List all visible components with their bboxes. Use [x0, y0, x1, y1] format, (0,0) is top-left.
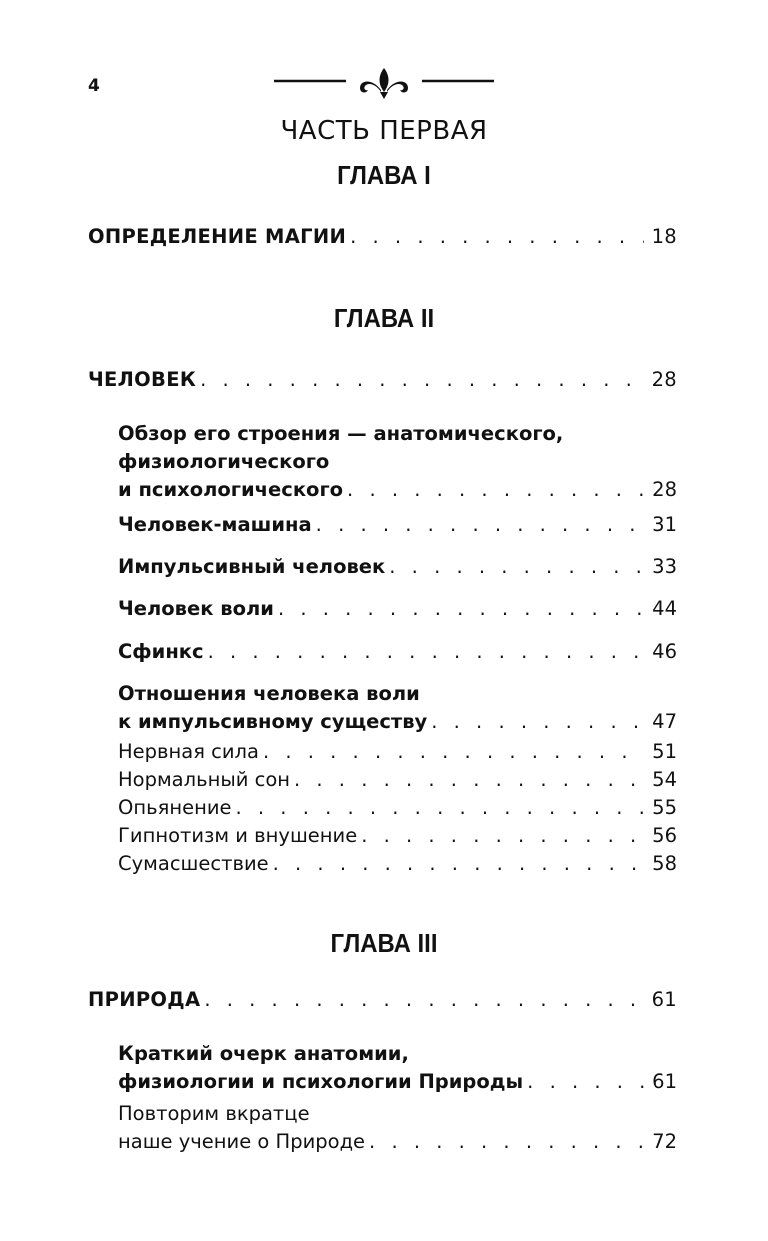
- toc-entry[interactable]: [88, 986, 677, 1014]
- dot-leader: [294, 766, 644, 794]
- toc-entry-page: 44: [652, 597, 677, 620]
- toc-entry[interactable]: [118, 553, 677, 581]
- chapter-1-heading: ГЛАВА I: [337, 160, 431, 190]
- toc-entry-title-line: Повторим вкратце: [118, 1102, 310, 1125]
- dot-leader: [316, 511, 645, 539]
- toc-entry-page: 28: [651, 368, 677, 391]
- toc-entry-title-line: Обзор его строения — анатомического,: [118, 422, 564, 445]
- toc-entry-title: Сумасшествие: [118, 852, 269, 875]
- toc-entry-title: к импульсивному существу: [118, 710, 428, 733]
- toc-entry-title: Человек-машина: [118, 513, 312, 536]
- toc-entry-title: ПРИРОДА: [88, 988, 201, 1011]
- toc-entry-title: Нервная сила: [118, 740, 259, 763]
- toc-entry-title: и психологического: [118, 478, 344, 501]
- toc-entry[interactable]: [118, 595, 677, 623]
- toc-entry[interactable]: [118, 1100, 677, 1156]
- toc-entry-title: Сфинкс: [118, 640, 204, 663]
- toc-entry-page: 46: [652, 640, 677, 663]
- toc-entry-page: 47: [652, 710, 677, 733]
- toc-entry[interactable]: [88, 366, 677, 394]
- toc-entry[interactable]: [118, 638, 677, 666]
- toc-entry[interactable]: [118, 850, 677, 878]
- toc-entry[interactable]: [118, 794, 677, 822]
- toc-entry-title-line: Краткий очерк анатомии,: [118, 1042, 409, 1065]
- dot-leader: [208, 638, 645, 666]
- toc-entry-title: наше учение о Природе: [118, 1130, 366, 1153]
- toc-entry-title: Импульсивный человек: [118, 555, 386, 578]
- dot-leader: [204, 986, 643, 1014]
- page-number: 4: [88, 76, 100, 96]
- toc-entry-page: 56: [652, 824, 677, 847]
- toc-entry-title-line: физиологического: [118, 450, 330, 473]
- toc-entry-title: Нормальный сон: [118, 768, 291, 791]
- toc-entry-page: 33: [652, 555, 677, 578]
- toc-entry-page: 61: [652, 1070, 677, 1093]
- toc-entry-page: 55: [652, 796, 677, 819]
- toc-entry-page: 28: [652, 478, 677, 501]
- toc-entry[interactable]: [118, 420, 677, 504]
- toc-entry-page: 51: [652, 740, 677, 763]
- toc-entry[interactable]: [118, 1040, 677, 1096]
- toc-entry-page: 61: [651, 988, 677, 1011]
- toc-entry-page: 31: [652, 513, 677, 536]
- toc-entry-title: Опьянение: [118, 796, 232, 819]
- toc-entry[interactable]: [118, 738, 677, 766]
- toc-entry[interactable]: [118, 680, 677, 736]
- chapter-2-heading: ГЛАВА II: [333, 303, 435, 333]
- dot-leader: [361, 822, 644, 850]
- dot-leader: [350, 223, 643, 251]
- toc-entry-title: ЧЕЛОВЕК: [88, 368, 197, 391]
- toc-entry[interactable]: [118, 822, 677, 850]
- fleuron-icon: [274, 66, 494, 102]
- toc-entry-title-line: Отношения человека воли: [118, 682, 420, 705]
- toc-entry[interactable]: [118, 766, 677, 794]
- chapter-3-heading: ГЛАВА III: [330, 928, 438, 958]
- dot-leader: [200, 366, 644, 394]
- toc-entry[interactable]: [88, 223, 677, 251]
- toc-entry-page: 72: [652, 1130, 677, 1153]
- toc-entry-title: ОПРЕДЕЛЕНИЕ МАГИИ: [88, 225, 347, 248]
- part-title: ЧАСТЬ ПЕРВАЯ: [280, 116, 488, 146]
- dot-leader: [347, 476, 644, 504]
- dot-leader: [273, 850, 645, 878]
- toc-entry-title: физиологии и психологии Природы: [118, 1070, 524, 1093]
- toc-entry-page: 58: [652, 852, 677, 875]
- dot-leader: [527, 1068, 644, 1096]
- toc-entry-title: Гипнотизм и внушение: [118, 824, 358, 847]
- dot-leader: [389, 553, 644, 581]
- toc-entry-page: 54: [652, 768, 677, 791]
- dot-leader: [236, 794, 645, 822]
- toc-entry-title: Человек воли: [118, 597, 274, 620]
- toc-entry[interactable]: [118, 511, 677, 539]
- dot-leader: [369, 1128, 644, 1156]
- dot-leader: [431, 708, 644, 736]
- dot-leader: [278, 595, 644, 623]
- dot-leader: [263, 738, 644, 766]
- toc-entry-page: 18: [651, 225, 677, 248]
